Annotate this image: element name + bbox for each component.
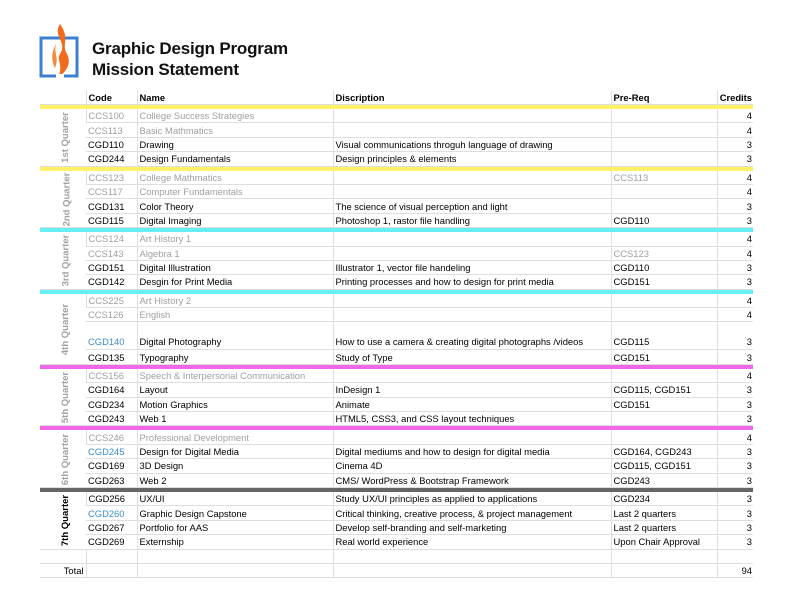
course-description — [333, 123, 611, 137]
course-name: Digital Photography — [137, 322, 333, 350]
course-description: The science of visual perception and light — [333, 199, 611, 213]
course-prereq: CGD151 — [611, 397, 717, 411]
course-description: Illustrator 1, vector file handeling — [333, 260, 611, 274]
table-row — [40, 308, 753, 322]
table-row — [40, 383, 753, 397]
course-name: English — [137, 308, 333, 322]
course-credits: 4 — [717, 369, 753, 383]
course-credits: 3 — [717, 492, 753, 506]
course-description: Visual communications throguh language of drawing — [333, 137, 611, 151]
course-description — [333, 294, 611, 308]
course-code: CGD256 — [86, 492, 137, 506]
course-description — [333, 246, 611, 260]
course-name: Layout — [137, 383, 333, 397]
course-description: Cinema 4D — [333, 459, 611, 473]
total-empty-cell — [611, 563, 717, 577]
table-row — [40, 171, 753, 185]
course-credits: 4 — [717, 123, 753, 137]
course-code: CCS156 — [86, 369, 137, 383]
course-code: CGD164 — [86, 383, 137, 397]
course-prereq — [611, 369, 717, 383]
course-code: CCS143 — [86, 246, 137, 260]
course-name: Speech & Interpersonal Communication — [137, 369, 333, 383]
course-description: Photoshop 1, rastor file handling — [333, 213, 611, 227]
table-row — [40, 506, 753, 520]
course-credits: 4 — [717, 294, 753, 308]
course-credits: 4 — [717, 184, 753, 198]
course-prereq: CGD115, CGD151 — [611, 459, 717, 473]
course-credits: 3 — [717, 213, 753, 227]
total-empty-cell — [333, 563, 611, 577]
course-name: Typography — [137, 350, 333, 364]
course-name: Digital Imaging — [137, 213, 333, 227]
course-name: Design for Digital Media — [137, 444, 333, 458]
title-line-2: Mission Statement — [92, 60, 239, 79]
course-prereq: Last 2 quarters — [611, 520, 717, 534]
course-credits: 4 — [717, 109, 753, 123]
total-empty-cell — [86, 563, 137, 577]
flame-logo — [38, 22, 82, 82]
header-quarter — [40, 90, 86, 105]
course-code: CGD263 — [86, 473, 137, 487]
quarter-label: 1st Quarter — [59, 112, 71, 164]
title-line-1: Graphic Design Program — [92, 39, 288, 58]
table-row — [40, 294, 753, 308]
course-credits: 3 — [717, 535, 753, 549]
header-name: Name — [137, 90, 333, 105]
course-name: Motion Graphics — [137, 397, 333, 411]
quarter-label: 7th Quarter — [60, 495, 72, 547]
spacer-cell — [137, 549, 333, 563]
course-name: Externship — [137, 535, 333, 549]
course-prereq — [611, 137, 717, 151]
course-description: CMS/ WordPress & Bootstrap Framework — [333, 473, 611, 487]
spacer-cell — [86, 549, 137, 563]
course-description: Develop self-branding and self-marketing — [333, 520, 611, 534]
header-credits: Credits — [717, 90, 753, 105]
course-description: Study UX/UI principles as applied to applications — [333, 492, 611, 506]
total-row — [40, 563, 753, 577]
course-description: InDesign 1 — [333, 383, 611, 397]
spacer-cell — [717, 549, 753, 563]
spacer-row — [40, 549, 753, 563]
quarter-label-cell — [40, 171, 86, 228]
course-code: CCS124 — [86, 232, 137, 246]
course-code: CGD131 — [86, 199, 137, 213]
course-description — [333, 109, 611, 123]
course-code: CGD269 — [86, 535, 137, 549]
spacer-cell — [40, 549, 86, 563]
course-name: College Success Strategies — [137, 109, 333, 123]
table-row — [40, 275, 753, 289]
table-row — [40, 184, 753, 198]
page-title — [92, 38, 288, 80]
course-code: CGD244 — [86, 152, 137, 166]
course-code: CCS100 — [86, 109, 137, 123]
quarter-label: 4th Quarter — [60, 303, 72, 355]
course-description: How to use a camera & creating digital photographs /videos — [333, 322, 611, 350]
course-credits: 3 — [717, 137, 753, 151]
course-code: CGD260 — [86, 506, 137, 520]
course-prereq: CGD115 — [611, 322, 717, 350]
header-description: Discription — [333, 90, 611, 105]
table-row — [40, 137, 753, 151]
course-prereq: Last 2 quarters — [611, 506, 717, 520]
course-description — [333, 430, 611, 444]
course-code: CGD151 — [86, 260, 137, 274]
course-prereq: CGD151 — [611, 350, 717, 364]
course-credits: 3 — [717, 152, 753, 166]
table-row — [40, 369, 753, 383]
course-code: CGD267 — [86, 520, 137, 534]
table-row — [40, 213, 753, 227]
table-row — [40, 322, 753, 350]
quarter-label: 5th Quarter — [60, 372, 72, 424]
course-name: Digital Illustration — [137, 260, 333, 274]
course-code: CCS126 — [86, 308, 137, 322]
course-name: Algebra 1 — [137, 246, 333, 260]
course-description: Animate — [333, 397, 611, 411]
course-credits: 3 — [717, 322, 753, 350]
table-row — [40, 473, 753, 487]
table-row — [40, 152, 753, 166]
course-prereq — [611, 123, 717, 137]
course-prereq — [611, 184, 717, 198]
course-code: CCS123 — [86, 171, 137, 185]
course-credits: 3 — [717, 520, 753, 534]
course-description — [333, 171, 611, 185]
course-prereq: CGD110 — [611, 260, 717, 274]
table-row — [40, 520, 753, 534]
table-row — [40, 492, 753, 506]
table-row — [40, 246, 753, 260]
course-name: Art History 1 — [137, 232, 333, 246]
course-prereq — [611, 412, 717, 426]
course-credits: 3 — [717, 506, 753, 520]
course-credits: 4 — [717, 232, 753, 246]
total-credits: 94 — [717, 563, 753, 577]
course-description: HTML5, CSS3, and CSS layout techniques — [333, 412, 611, 426]
course-credits: 3 — [717, 199, 753, 213]
course-prereq: CGD110 — [611, 213, 717, 227]
course-description: Real world experience — [333, 535, 611, 549]
course-prereq: CGD234 — [611, 492, 717, 506]
course-credits: 3 — [717, 260, 753, 274]
course-name: Graphic Design Capstone — [137, 506, 333, 520]
course-credits: 4 — [717, 246, 753, 260]
course-credits: 3 — [717, 473, 753, 487]
course-description: Study of Type — [333, 350, 611, 364]
header-code: Code — [86, 90, 137, 105]
course-code: CGD243 — [86, 412, 137, 426]
course-prereq — [611, 294, 717, 308]
course-code: CGD140 — [86, 322, 137, 350]
course-description — [333, 232, 611, 246]
quarter-label: 3rd Quarter — [60, 235, 72, 287]
course-credits: 4 — [717, 308, 753, 322]
table-row — [40, 232, 753, 246]
course-name: Computer Fundamentals — [137, 184, 333, 198]
course-prereq — [611, 430, 717, 444]
quarter-label: 6th Quarter — [60, 433, 72, 485]
table-row — [40, 123, 753, 137]
course-prereq: CGD115, CGD151 — [611, 383, 717, 397]
course-prereq: CCS113 — [611, 171, 717, 185]
course-name: 3D Design — [137, 459, 333, 473]
quarter-label-cell — [40, 232, 86, 289]
course-credits: 4 — [717, 171, 753, 185]
course-name: Web 2 — [137, 473, 333, 487]
course-prereq: CGD164, CGD243 — [611, 444, 717, 458]
course-name: Drawing — [137, 137, 333, 151]
course-prereq — [611, 152, 717, 166]
course-code: CGD115 — [86, 213, 137, 227]
course-name: Art History 2 — [137, 294, 333, 308]
table-row — [40, 109, 753, 123]
course-description: Critical thinking, creative process, & project management — [333, 506, 611, 520]
quarter-label-cell — [40, 109, 86, 166]
course-prereq: CGD151 — [611, 275, 717, 289]
course-code: CCS117 — [86, 184, 137, 198]
course-description: Digital mediums and how to design for digital media — [333, 444, 611, 458]
total-label: Total — [40, 563, 86, 577]
course-name: UX/UI — [137, 492, 333, 506]
header-prereq: Pre-Req — [611, 90, 717, 105]
course-credits: 3 — [717, 397, 753, 411]
spacer-cell — [333, 549, 611, 563]
course-credits: 3 — [717, 350, 753, 364]
course-code: CGD142 — [86, 275, 137, 289]
course-prereq: CCS123 — [611, 246, 717, 260]
table-row — [40, 444, 753, 458]
course-code: CGD110 — [86, 137, 137, 151]
course-prereq — [611, 199, 717, 213]
course-credits: 4 — [717, 430, 753, 444]
course-code: CCS113 — [86, 123, 137, 137]
course-credits: 3 — [717, 275, 753, 289]
course-prereq — [611, 232, 717, 246]
course-code: CGD135 — [86, 350, 137, 364]
course-prereq: Upon Chair Approval — [611, 535, 717, 549]
total-empty-cell — [137, 563, 333, 577]
course-prereq — [611, 308, 717, 322]
quarter-label-cell — [40, 294, 86, 365]
quarter-label-cell — [40, 492, 86, 549]
table-header-row — [40, 90, 753, 105]
table-row — [40, 459, 753, 473]
table-row — [40, 199, 753, 213]
table-row — [40, 535, 753, 549]
course-code: CCS225 — [86, 294, 137, 308]
course-description: Design principles & elements — [333, 152, 611, 166]
course-description — [333, 308, 611, 322]
course-prereq: CGD243 — [611, 473, 717, 487]
course-name: Design Fundamentals — [137, 152, 333, 166]
table-row — [40, 260, 753, 274]
course-name: Basic Mathmatics — [137, 123, 333, 137]
course-table — [40, 90, 753, 578]
table-row — [40, 350, 753, 364]
course-description — [333, 369, 611, 383]
course-credits: 3 — [717, 459, 753, 473]
course-name: Desgin for Print Media — [137, 275, 333, 289]
quarter-label-cell — [40, 430, 86, 487]
course-code: CGD245 — [86, 444, 137, 458]
quarter-label: 2nd Quarter — [61, 172, 73, 227]
course-name: Color Theory — [137, 199, 333, 213]
quarter-label-cell — [40, 369, 86, 426]
table-row — [40, 397, 753, 411]
course-description: Printing processes and how to design for print media — [333, 275, 611, 289]
course-name: Web 1 — [137, 412, 333, 426]
course-credits: 3 — [717, 383, 753, 397]
table-row — [40, 412, 753, 426]
course-credits: 3 — [717, 444, 753, 458]
course-name: Portfolio for AAS — [137, 520, 333, 534]
course-name: College Mathmatics — [137, 171, 333, 185]
course-description — [333, 184, 611, 198]
course-code: CCS246 — [86, 430, 137, 444]
course-prereq — [611, 109, 717, 123]
course-name: Professional Development — [137, 430, 333, 444]
spacer-cell — [611, 549, 717, 563]
table-row — [40, 430, 753, 444]
course-code: CGD234 — [86, 397, 137, 411]
course-code: CGD169 — [86, 459, 137, 473]
course-credits: 3 — [717, 412, 753, 426]
